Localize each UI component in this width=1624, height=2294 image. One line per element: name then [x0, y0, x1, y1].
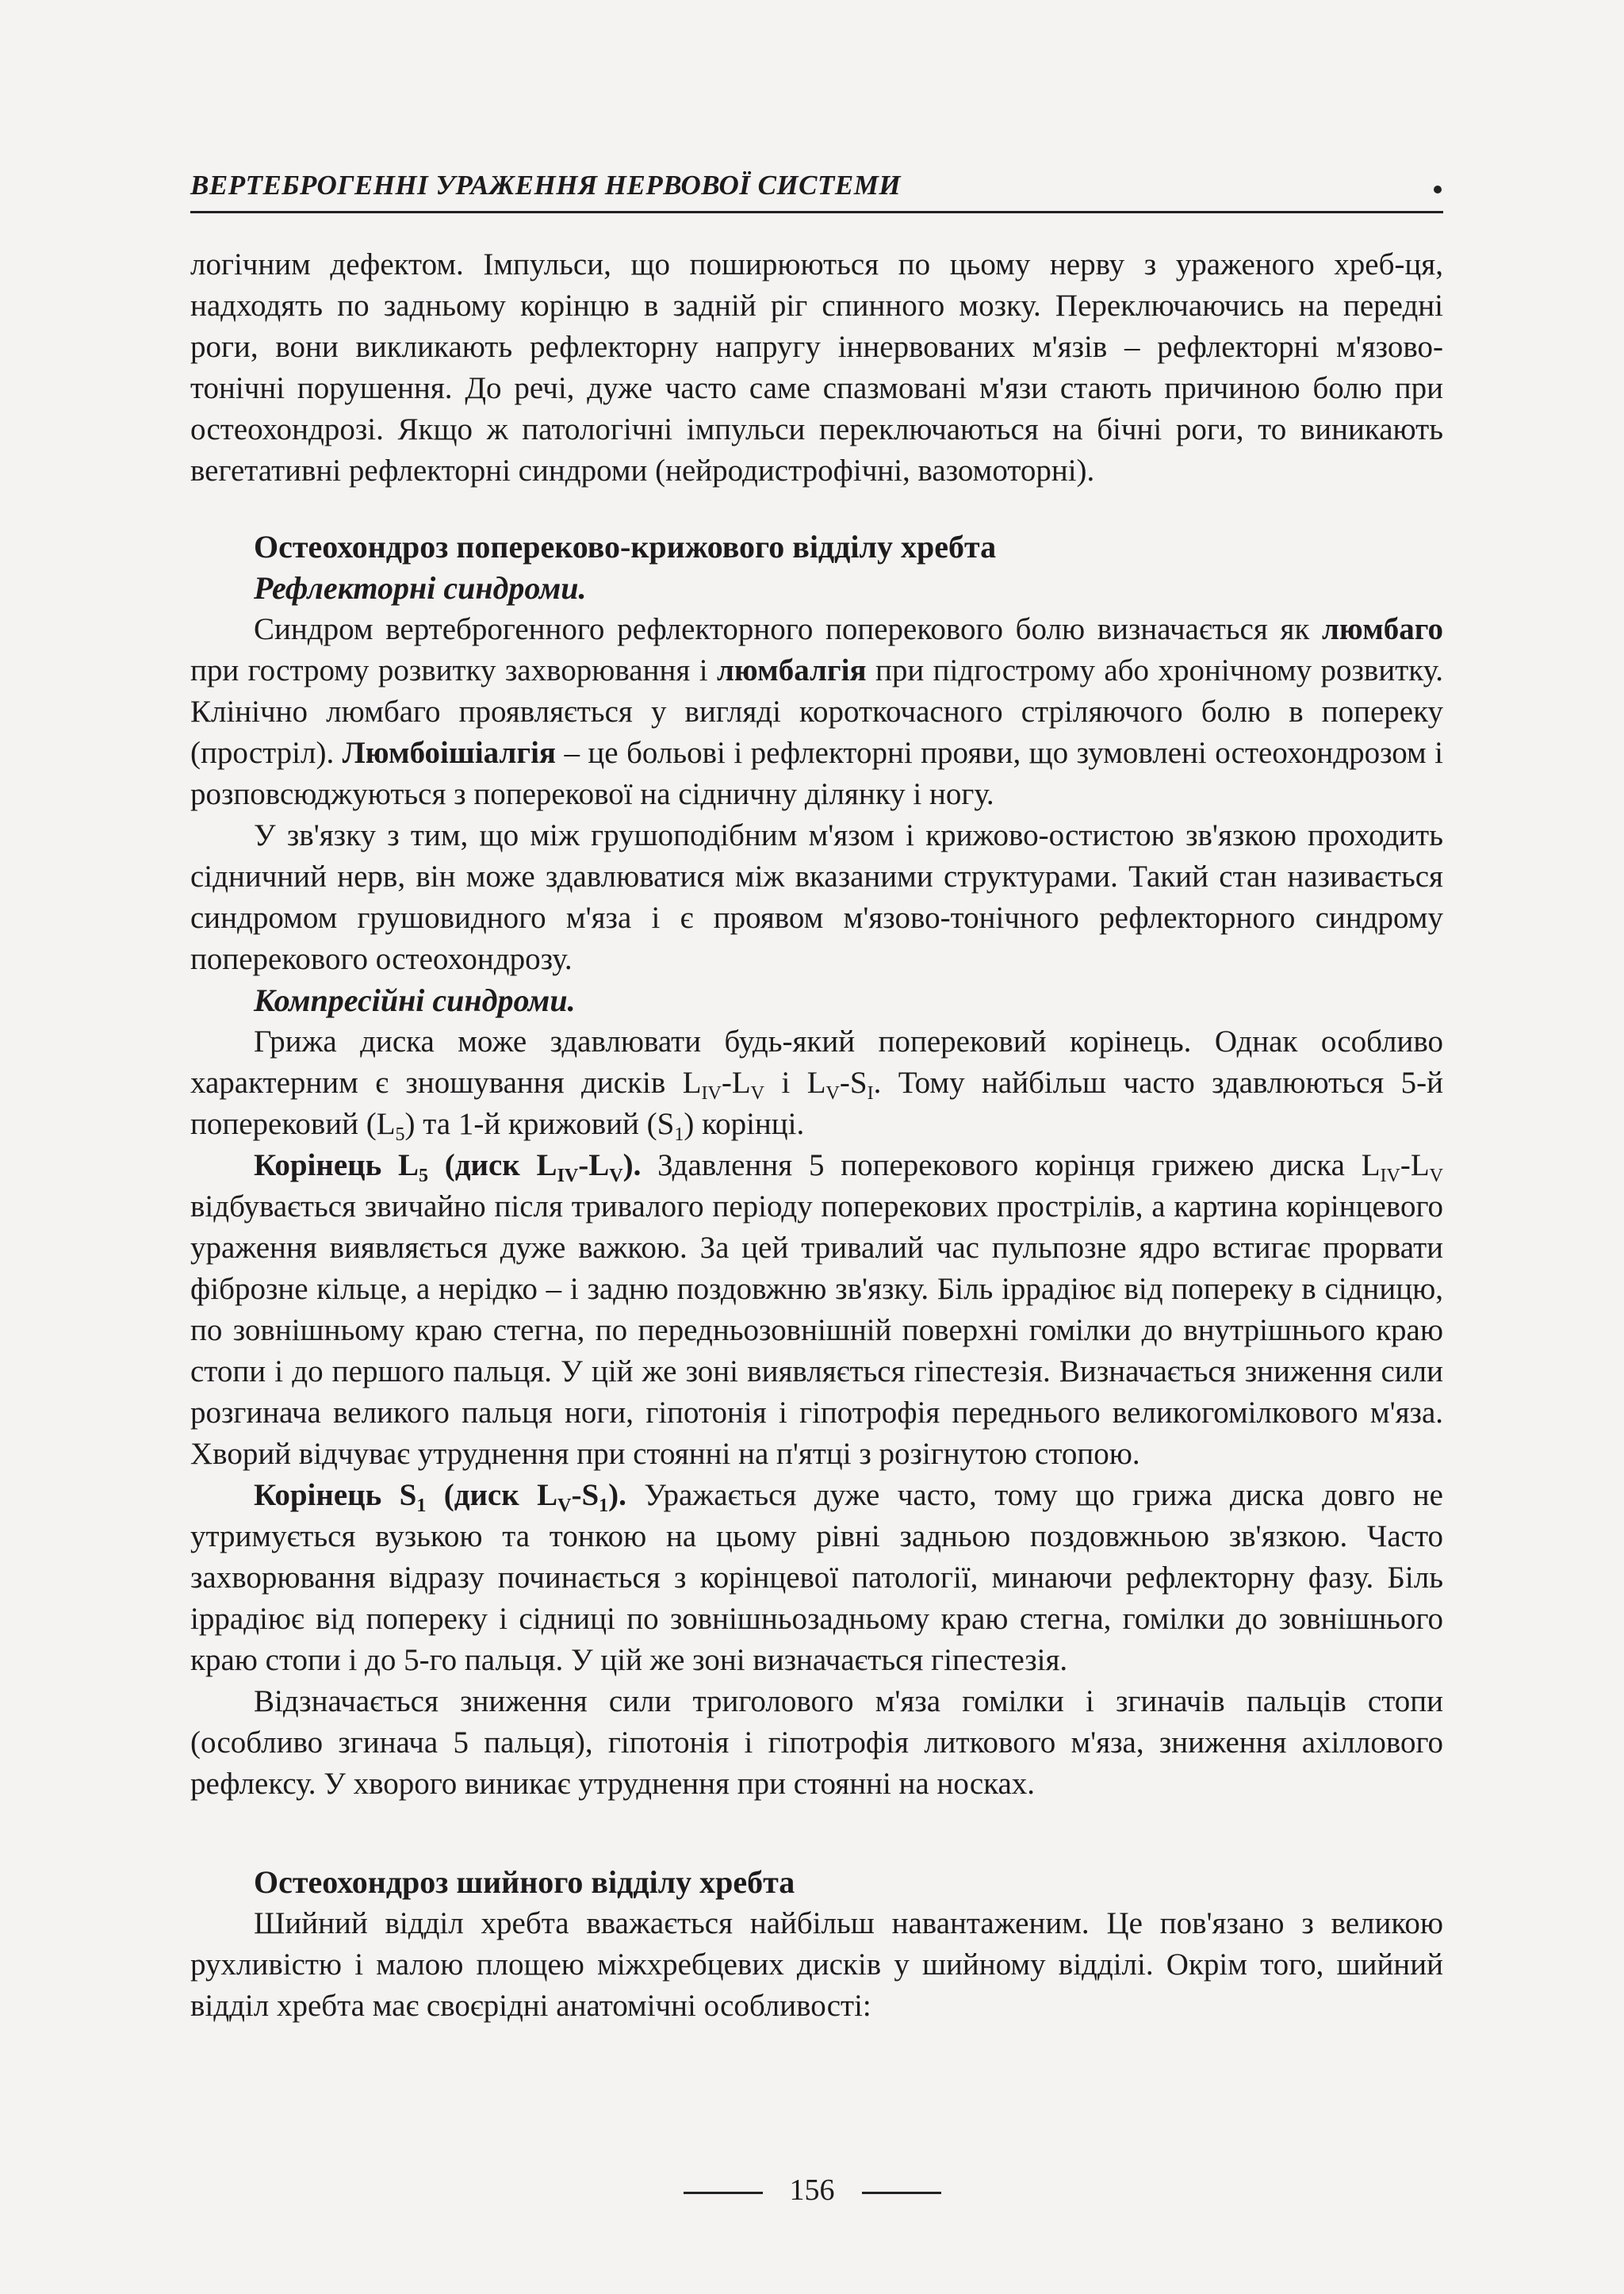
section-heading-lumbar: Остеохондроз попереково-крижового відділу хребта [254, 529, 997, 565]
footer-dash-right [862, 2192, 941, 2194]
page-body [190, 244, 1443, 2027]
term-lumbalgia: люмбалгія [716, 653, 867, 687]
running-head: ВЕРТЕБРОГЕННІ УРАЖЕННЯ НЕРВОВОЇ СИСТЕМИ [190, 170, 902, 201]
paragraph-lumbago: Синдром вертеброгенного рефлекторного поперекового болю визначається як люмбаго при гострому розвитку захворювання і люмбалгія при підгострому або хронічному розвитку. Клінічно люмбаго проявляється у вигляді короткочасного стріляючого болю в попереку (прострiл). Люмбоішіалгія – це больові і рефлекторні прояви, що зумовлені остеохондрозом і розповсюджуються з поперекової на сідничну ділянку і ногу. [190, 612, 1444, 811]
header-rule [190, 211, 1443, 213]
paragraph-cervical: Шийний відділ хребта вважається найбільш навантаженим. Це пов'язано з великою рухливістю і малою площею міжхребцевих дисків у шийному відділі. Окрім того, шийний відділ хребта має своєрідні анатомічні особливості: [190, 1906, 1443, 2023]
paragraph-root-l5: Корінець $L_5$ (диск $L_{IV}-L_V$). Здавлення 5 поперекового корінця грижею диска $L_{IV}-L_V$ відбувається звичайно після тривалого періоду поперекових прострілів, а картина корінцевого ураження виявляється дуже важкою. За цей тривалий час пульпозне ядро встигає прорвати фіброзне кільце, а нерідко – і задню поздовжню зв'язку. Біль іррадіює від попереку в сідницю, по зовнішньому краю стегна, по передньозовнішній поверхні гомілки до внутрішнього краю стопи і до першого пальця. У цій же зоні виявляється гіпестезія. Визначається зниження сили розгинача великого пальця ноги, гіпотонія і гіпотрофія переднього великогомілкового м'яза. Хворий відчуває утруднення при стоянні на п'ятці з розігнутою стопою. [190, 1148, 1444, 1471]
subheading-reflex-syndromes: Рефлекторні синдроми. [254, 570, 587, 606]
term-lumboischialgia: Люмбоішіалгія [342, 736, 557, 770]
header-bullet [1434, 186, 1442, 193]
root-s1-heading: Корінець $S_1$ (диск $L_V-S_1$). [254, 1478, 626, 1516]
root-l5-heading: Корінець $L_5$ (диск $L_{IV}-L_V$). [254, 1148, 642, 1186]
paragraph-s1-signs: Відзначається зниження сили триголового м'яза гомілки і згиначів пальців стопи (особливо згинача 5 пальця), гіпотонія і гіпотрофія литкового м'яза, зниження ахіллового рефлексу. У хворого виникає утруднення при стоянні на носках. [190, 1684, 1443, 1801]
page-number: 156 [789, 2173, 835, 2207]
page-footer [0, 2173, 1624, 2208]
section-heading-cervical: Остеохондроз шийного відділу хребта [254, 1864, 795, 1900]
paragraph-root-s1: Корінець $S_1$ (диск $L_V-S_1$). Уражається дуже часто, тому що грижа диска довго не утримується вузькою та тонкою на цьому рівні задньою поздовжньою зв'язкою. Часто захворювання відразу починається з корінцевої патології, минаючи рефлекторну фазу. Біль іррадіює від попереку і сідниці по зовнішньозадньому краю стегна, гомілки до зовнішнього краю стопи і до 5-го пальця. У цій же зоні визначається гіпестезія. [190, 1478, 1443, 1677]
paragraph-disc-herniation: Грижа диска може здавлювати будь-який поперековий корінець. Однак особливо характерним є зношування дисків $L_{IV}-L_V$ і $L_V-S_I$. Тому найбільш часто здавлюються 5-й поперековий $(L_5)$ та 1-й крижовий $(S_1)$ корінці. [190, 1024, 1443, 1145]
paragraph-intro: логічним дефектом. Імпульси, що поширюються по цьому нерву з ураженого хреб-ця, надходять по задньому корінцю в задній ріг спинного мозку. Переключаючись на передні роги, вони викликають рефлекторну напругу іннервованих м'язів – рефлекторні м'язово-тонічні порушення. До речі, дуже часто саме спазмовані м'язи стають причиною болю при остеохондрозі. Якщо ж патологічні імпульси переключаються на бічні роги, то виникають вегетативні рефлекторні синдроми (нейродистрофічні, вазомоторні). [190, 247, 1443, 488]
footer-dash-left [684, 2192, 763, 2194]
term-lumbago: люмбаго [1322, 612, 1444, 646]
subheading-compression-syndromes: Компресійні синдроми. [254, 982, 576, 1018]
paragraph-piriformis: У зв'язку з тим, що між грушоподібним м'язом і крижово-остистою зв'язкою проходить сідничний нерв, він може здавлюватися між вказаними структурами. Такий стан називається синдромом грушовидного м'яза і є проявом м'язово-тонічного рефлекторного синдрому поперекового остеохондрозу. [190, 818, 1443, 976]
